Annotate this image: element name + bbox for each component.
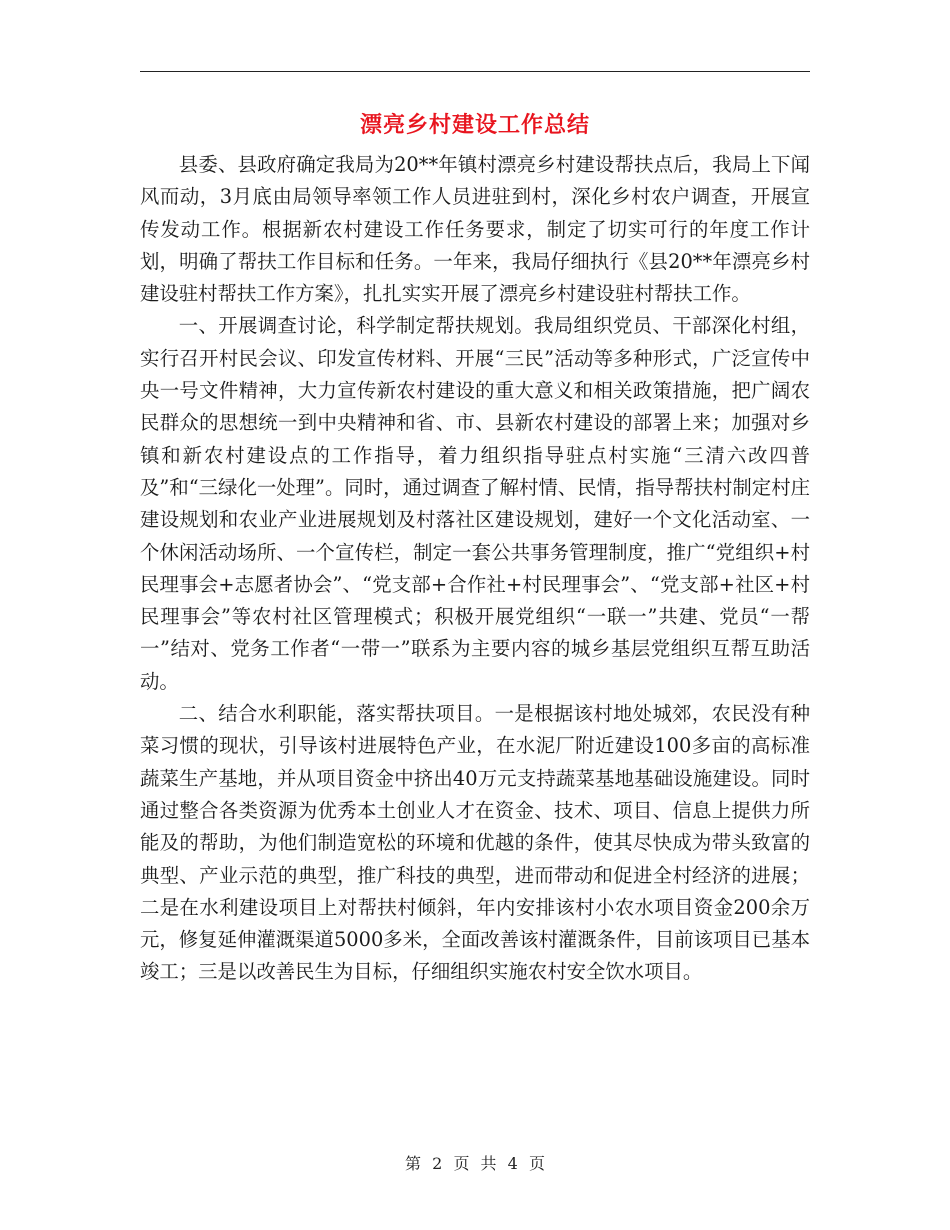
document-body [140, 149, 810, 989]
header-rule [140, 71, 810, 72]
paragraph-section-2: 二、结合水利职能，落实帮扶项目。一是根据该村地处城郊，农民没有种菜习惯的现状，引导该村进展特色产业，在水泥厂附近建设100多亩的高标准蔬菜生产基地，并从项目资金中挤出40万元支持蔬菜基地基础设施建设。同时通过整合各类资源为优秀本土创业人才在资金、技术、项目、信息上提供力所能及的帮助，为他们制造宽松的环境和优越的条件，使其尽快成为带头致富的典型、产业示范的典型，推广科技的典型，进而带动和促进全村经济的进展；二是在水利建设项目上对帮扶村倾斜，年内安排该村小农水项目资金200余万元，修复延伸灌溉渠道5000多米，全面改善该村灌溉条件，目前该项目已基本竣工；三是以改善民生为目标，仔细组织实施农村安全饮水项目。 [140, 702, 810, 984]
footer-total-pages: 4 [507, 1154, 518, 1173]
page-footer [0, 1152, 950, 1176]
document-title: 漂亮乡村建设工作总结 [359, 112, 590, 138]
footer-total-word: 共 [480, 1154, 497, 1173]
paragraph-intro: 县委、县政府确定我局为20**年镇村漂亮乡村建设帮扶点后，我局上下闻风而动，3月底由局领导率领工作人员进驻到村，深化乡村农户调查，开展宣传发动工作。根据新农村建设工作任务要求，制定了切实可行的年度工作计划，明确了帮扶工作目标和任务。一年来，我局仔细执行《县20**年漂亮乡村建设驻村帮扶工作方案》，扎扎实实开展了漂亮乡村建设驻村帮扶工作。 [140, 153, 810, 306]
footer-page-word: 页 [453, 1154, 470, 1173]
footer-page-number: 2 [432, 1154, 443, 1173]
paragraph-section-1: 一、开展调查讨论，科学制定帮扶规划。我局组织党员、干部深化村组，实行召开村民会议、印发宣传材料、开展“三民”活动等多种形式，广泛宣传中央一号文件精神，大力宣传新农村建设的重大意义和相关政策措施，把广阔农民群众的思想统一到中央精神和省、市、县新农村建设的部署上来；加强对乡镇和新农村建设点的工作指导，着力组织指导驻点村实施“三清六改四普及”和“三绿化一处理”。同时，通过调查了解村情、民情，指导帮扶村制定村庄建设规划和农业产业进展规划及村落社区建设规划，建好一个文化活动室、一个休闲活动场所、一个宣传栏，制定一套公共事务管理制度，推广“党组织+村民理事会+志愿者协会”、“党支部+合作社+村民理事会”、“党支部+社区+村民理事会”等农村社区管理模式；积极开展党组织“一联一”共建、党员“一帮一”结对、党务工作者“一带一”联系为主要内容的城乡基层党组织互帮互助活动。 [140, 314, 810, 693]
footer-prefix: 第 [405, 1154, 422, 1173]
footer-suffix: 页 [528, 1154, 545, 1173]
